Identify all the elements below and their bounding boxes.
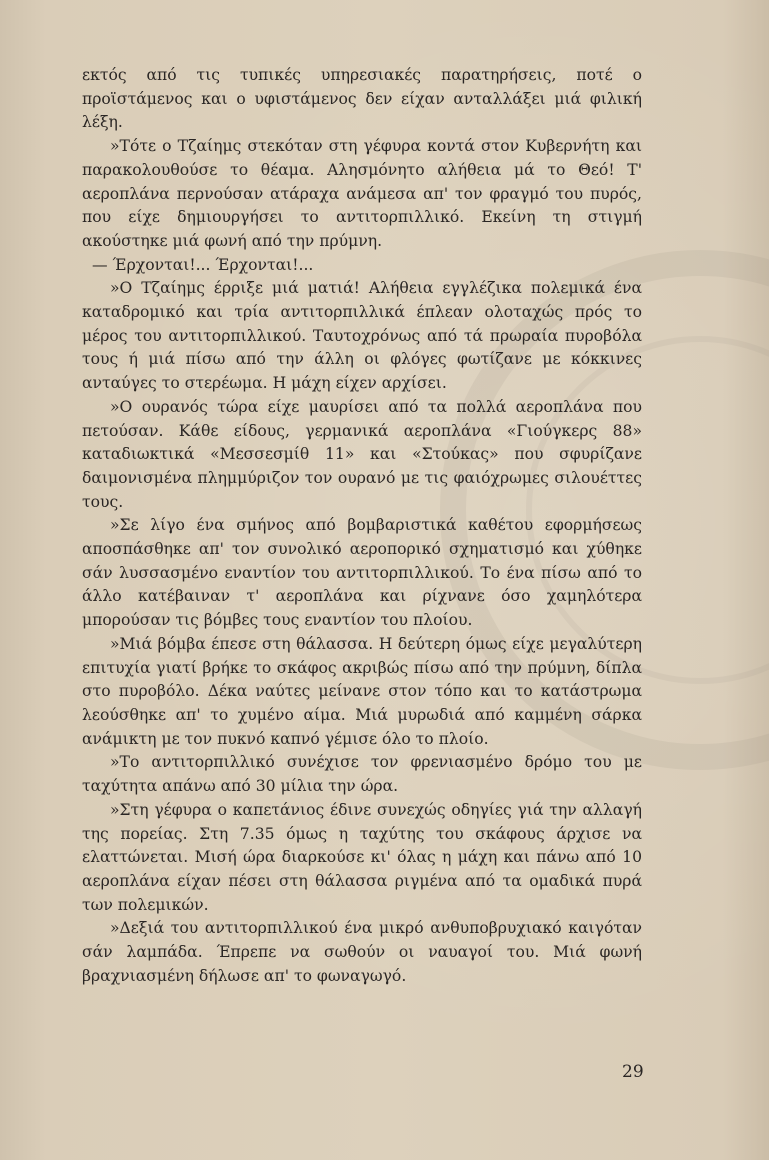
paragraph: »Μιά βόμβα έπεσε στη θάλασσα. Η δεύτερη όμως είχε μεγαλύτερη επιτυχία γιατί βρήκε το σκάφος ακριβώς πίσω από την πρύμνη, δίπλα στο πυροβόλο. Δέκα ναύτες μείνανε στον τόπο και το κατάστρωμα λεούσθηκε απ' το χυμένο αίμα. Μιά μυρωδιά από καμμένη σάρκα ανάμικτη με τον πυκνό καπνό γέμισε όλο το πλοίο. — [82, 634, 642, 748]
paragraph: »Τότε ο Τζαίημς στεκόταν στη γέφυρα κοντά στον Κυβερνήτη και παρακολουθούσε το θέαμα. Αλησμόνητο αλήθεια μά το Θεό! Τ' αεροπλάνα περνούσαν ατάραχα ανάμεσα απ' τον φραγμό του πυρός, που είχε δημιουργήσει το αντιτορπιλλικό. Εκείνη τη στιγμή ακούστηκε μιά φωνή από την πρύμνη. — [82, 137, 642, 250]
page-number: 29 — [622, 1062, 644, 1082]
paragraph: »Ο Τζαίημς έρριξε μιά ματιά! Αλήθεια εγγλέζικα πολεμικά ένα καταδρομικό και τρία αντιτορπιλλικά έπλεαν ολοταχώς πρός το μέρος του αντιτορπιλλικού. Ταυτοχρόνως από τά πρωραία πυροβόλα τους ή μιά πίσω από την άλλη οι φλόγες φωτίζανε με κόκκινες ανταύγες το στερέωμα. Η μάχη είχεν αρχίσει. — [82, 279, 642, 393]
paragraph: »Ο ουρανός τώρα είχε μαυρίσει από τα πολλά αεροπλάνα που πετούσαν. Κάθε είδους, γερμανικά αεροπλάνα «Γιούγκερς 88» καταδιωκτικά «Μεσσεσμίθ 11» και «Στούκας» που σφυρίζανε δαιμονισμένα πλημμύριζον τον ουρανό με τις φαιόχρωμες σιλουέττες τους. — [82, 397, 642, 511]
paragraph: »Δεξιά του αντιτορπιλλικού ένα μικρό ανθυποβρυχιακό καιγόταν σάν λαμπάδα. Έπρεπε να σωθούν οι ναυαγοί του. Μιά φωνή βραχνιασμένη δήλωσε απ' το φωναγωγό. — [82, 919, 642, 985]
dialogue-line: — Έρχονται!... Έρχονται!... — [92, 255, 314, 274]
paragraph: »Σε λίγο ένα σμήνος από βομβαριστικά καθέτου εφορμήσεως αποσπάσθηκε απ' τον συνολικό αεροπορικό σχηματισμό και χύθηκε σάν λυσσασμένο εναντίον του αντιτορπιλλικού. Το ένα πίσω από το άλλο κατέβαιναν τ' αεροπλάνα και ρίχνανε όσο χαμηλότερα μπορούσαν τις βόμβες τους εναντίον του πλοίου. — [82, 516, 642, 630]
paragraph: »Το αντιτορπιλλικό συνέχισε τον φρενιασμένο δρόμο του με ταχύτητα απάνω από 30 μίλια την ώρα. — [82, 753, 642, 796]
paragraph: εκτός από τις τυπικές υπηρεσιακές παρατηρήσεις, ποτέ ο προϊστάμενος και ο υφιστάμενος δεν είχαν ανταλλάξει μιά φιλική λέξη. — [82, 66, 642, 132]
body-text — [82, 64, 642, 988]
paragraph: »Στη γέφυρα ο καπετάνιος έδινε συνεχώς οδηγίες γιά την αλλαγή της πορείας. Στη 7.35 όμως η ταχύτης του σκάφους άρχισε να ελαττώνεται. Μισή ώρα διαρκούσε κι' όλας η μάχη και πάνω από 10 αεροπλάνα είχαν πέσει στη θάλασσα ριγμένα από τα ομαδικά πυρά των πολεμικών. — [82, 800, 642, 914]
